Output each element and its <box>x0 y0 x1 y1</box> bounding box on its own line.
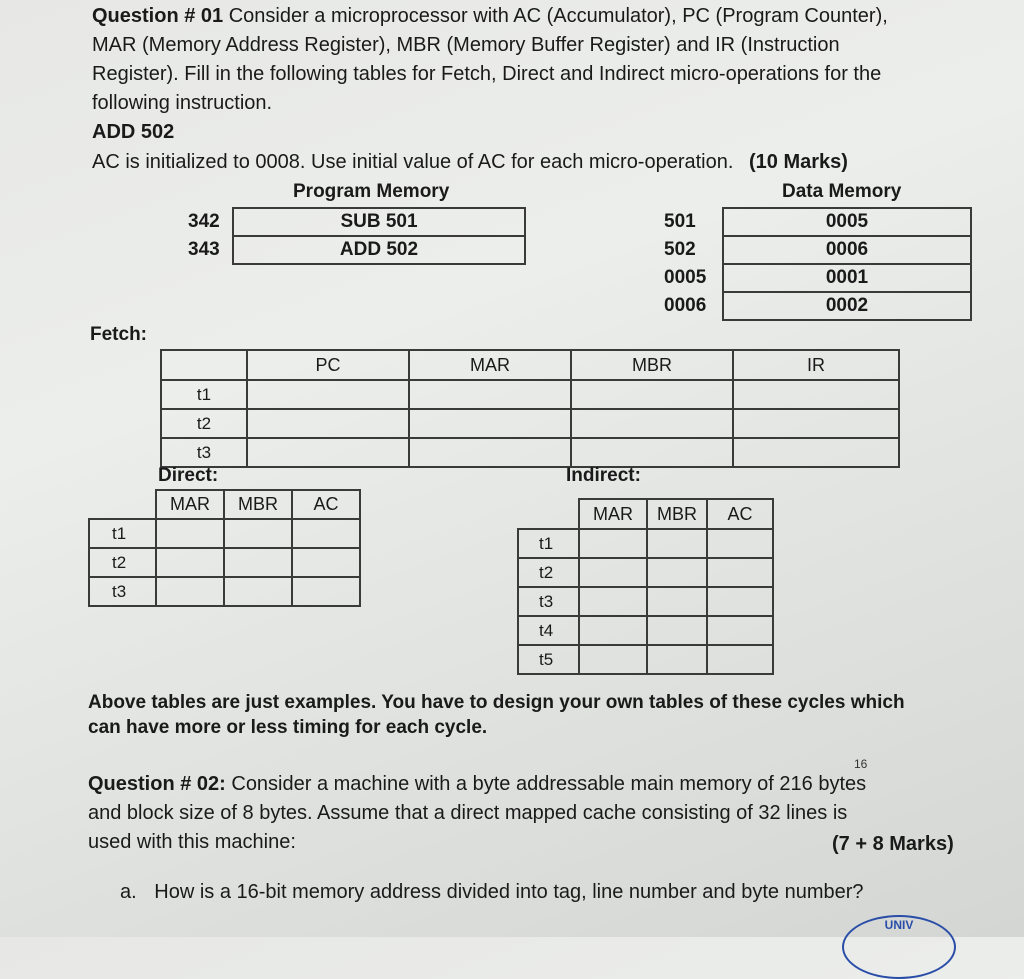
indirect-header-mar: MAR <box>579 499 647 529</box>
question-1-line-1 <box>92 2 888 31</box>
indirect-time-label: t4 <box>518 616 579 645</box>
direct-time-label: t2 <box>89 548 156 577</box>
fetch-label: Fetch: <box>90 324 147 345</box>
fetch-cell[interactable] <box>409 380 571 409</box>
question-1-line-4: following instruction. <box>92 92 273 114</box>
university-stamp <box>842 915 956 979</box>
indirect-cell[interactable] <box>707 529 773 558</box>
indirect-cell[interactable] <box>579 645 647 674</box>
indirect-header-mbr: MBR <box>647 499 707 529</box>
indirect-time-label: t2 <box>518 558 579 587</box>
fetch-cell[interactable] <box>409 409 571 438</box>
fetch-header-mbr: MBR <box>571 350 733 380</box>
question-2-heading: Question # 02: <box>88 773 226 795</box>
indirect-time-label: t1 <box>518 529 579 558</box>
program-memory-table <box>188 207 526 265</box>
fetch-cell[interactable] <box>733 438 899 467</box>
init-text: AC is initialized to 0008. Use initial value of AC for each micro-operation. <box>92 151 734 173</box>
indirect-row <box>518 587 773 616</box>
fetch-table <box>160 349 900 468</box>
data-memory-title: Data Memory <box>782 181 902 202</box>
direct-header-mar: MAR <box>156 490 224 519</box>
indirect-time-label: t5 <box>518 645 579 674</box>
question-2-text-1b: 16 bytes <box>790 773 867 795</box>
indirect-header-ac: AC <box>707 499 773 529</box>
direct-row <box>89 577 360 606</box>
data-memory-address: 0005 <box>664 267 707 288</box>
indirect-row <box>518 558 773 587</box>
data-memory-value: 0005 <box>723 208 971 236</box>
direct-row <box>89 519 360 548</box>
indirect-corner-cell <box>518 499 579 529</box>
indirect-cell[interactable] <box>707 558 773 587</box>
fetch-header-pc: PC <box>247 350 409 380</box>
data-memory-value: 0002 <box>723 292 971 320</box>
instruction: ADD 502 <box>92 121 175 143</box>
direct-table <box>88 489 361 607</box>
fetch-row <box>161 409 899 438</box>
data-memory-row <box>664 208 971 236</box>
indirect-cell[interactable] <box>647 645 707 674</box>
question-1-heading: Question # 01 <box>92 5 224 27</box>
direct-time-label: t3 <box>89 577 156 606</box>
indirect-cell[interactable] <box>579 616 647 645</box>
direct-header-row <box>89 490 360 519</box>
indirect-header-row <box>518 499 773 529</box>
data-memory-address: 502 <box>664 239 696 260</box>
direct-corner-cell <box>89 490 156 519</box>
indirect-row <box>518 616 773 645</box>
indirect-cell[interactable] <box>579 558 647 587</box>
question-2-part-a <box>120 878 864 907</box>
part-a-text: How is a 16-bit memory address divided into tag, line number and byte number? <box>154 881 864 903</box>
fetch-cell[interactable] <box>571 380 733 409</box>
fetch-cell[interactable] <box>571 409 733 438</box>
question-2-marks: (7 + 8 Marks) <box>832 833 954 855</box>
fetch-cell[interactable] <box>409 438 571 467</box>
direct-header-mbr: MBR <box>224 490 292 519</box>
data-memory-address: 501 <box>664 211 696 232</box>
direct-cell[interactable] <box>156 519 224 548</box>
program-memory-row <box>188 236 525 264</box>
program-memory-row <box>188 208 525 236</box>
question-1-line-3: Register). Fill in the following tables for Fetch, Direct and Indirect micro-operations for the <box>92 63 882 85</box>
direct-header-ac: AC <box>292 490 360 519</box>
question-1-line-2: MAR (Memory Address Register), MBR (Memory Buffer Register) and IR (Instruction <box>92 34 840 56</box>
data-memory-value: 0001 <box>723 264 971 292</box>
fetch-cell[interactable] <box>247 380 409 409</box>
part-a-label: a. <box>120 881 137 903</box>
question-1-init-line <box>92 148 848 177</box>
direct-cell[interactable] <box>156 577 224 606</box>
fetch-row <box>161 438 899 467</box>
data-memory-address: 0006 <box>664 295 707 316</box>
indirect-cell[interactable] <box>707 645 773 674</box>
data-memory-row <box>664 264 971 292</box>
indirect-cell[interactable] <box>647 616 707 645</box>
program-memory-value: SUB 501 <box>233 208 525 236</box>
indirect-label: Indirect: <box>566 465 641 486</box>
direct-cell[interactable] <box>224 577 292 606</box>
fetch-cell[interactable] <box>247 409 409 438</box>
indirect-time-label: t3 <box>518 587 579 616</box>
fetch-header-mar: MAR <box>409 350 571 380</box>
fetch-cell[interactable] <box>247 438 409 467</box>
fetch-cell[interactable] <box>571 438 733 467</box>
data-memory-table <box>664 207 972 321</box>
fetch-corner-cell <box>161 350 247 380</box>
program-memory-address: 342 <box>188 211 220 232</box>
fetch-cell[interactable] <box>733 409 899 438</box>
direct-cell[interactable] <box>156 548 224 577</box>
handwritten-annotation: 16 <box>854 757 868 771</box>
indirect-row <box>518 529 773 558</box>
indirect-cell[interactable] <box>579 529 647 558</box>
program-memory-value: ADD 502 <box>233 236 525 264</box>
data-memory-row <box>664 292 971 320</box>
indirect-cell[interactable] <box>647 558 707 587</box>
question-2-text-1a: Consider a machine with a byte addressable main memory of 2 <box>225 773 791 795</box>
question-2-line-3: used with this machine: <box>88 831 296 853</box>
direct-time-label: t1 <box>89 519 156 548</box>
note-line-1: Above tables are just examples. You have to design your own tables of these cycles which <box>88 692 905 713</box>
direct-cell[interactable] <box>224 519 292 548</box>
indirect-cell[interactable] <box>579 587 647 616</box>
fetch-row <box>161 380 899 409</box>
fetch-time-label: t3 <box>161 438 247 467</box>
direct-cell[interactable] <box>292 548 360 577</box>
indirect-cell[interactable] <box>647 529 707 558</box>
data-memory-value: 0006 <box>723 236 971 264</box>
indirect-table <box>517 498 774 675</box>
fetch-header-ir: IR <box>733 350 899 380</box>
note-line-2: can have more or less timing for each cycle. <box>88 717 488 738</box>
indirect-cell[interactable] <box>707 616 773 645</box>
data-memory-row <box>664 236 971 264</box>
indirect-cell[interactable] <box>647 587 707 616</box>
indirect-cell[interactable] <box>707 587 773 616</box>
direct-label: Direct: <box>158 465 219 486</box>
direct-row <box>89 548 360 577</box>
direct-cell[interactable] <box>292 577 360 606</box>
fetch-header-row <box>161 350 899 380</box>
fetch-time-label: t1 <box>161 380 247 409</box>
fetch-cell[interactable] <box>733 380 899 409</box>
fetch-time-label: t2 <box>161 409 247 438</box>
question-2-line-1 <box>88 770 866 799</box>
question-2-line-2: and block size of 8 bytes. Assume that a direct mapped cache consisting of 32 lines is <box>88 802 848 824</box>
question-1-marks: (10 Marks) <box>749 151 848 173</box>
program-memory-address: 343 <box>188 239 220 260</box>
question-1-text-1: Consider a microprocessor with AC (Accumulator), PC (Program Counter), <box>223 5 888 27</box>
indirect-row <box>518 645 773 674</box>
program-memory-title: Program Memory <box>293 181 450 202</box>
direct-cell[interactable] <box>292 519 360 548</box>
direct-cell[interactable] <box>224 548 292 577</box>
stamp-text: UNIV <box>884 918 914 932</box>
